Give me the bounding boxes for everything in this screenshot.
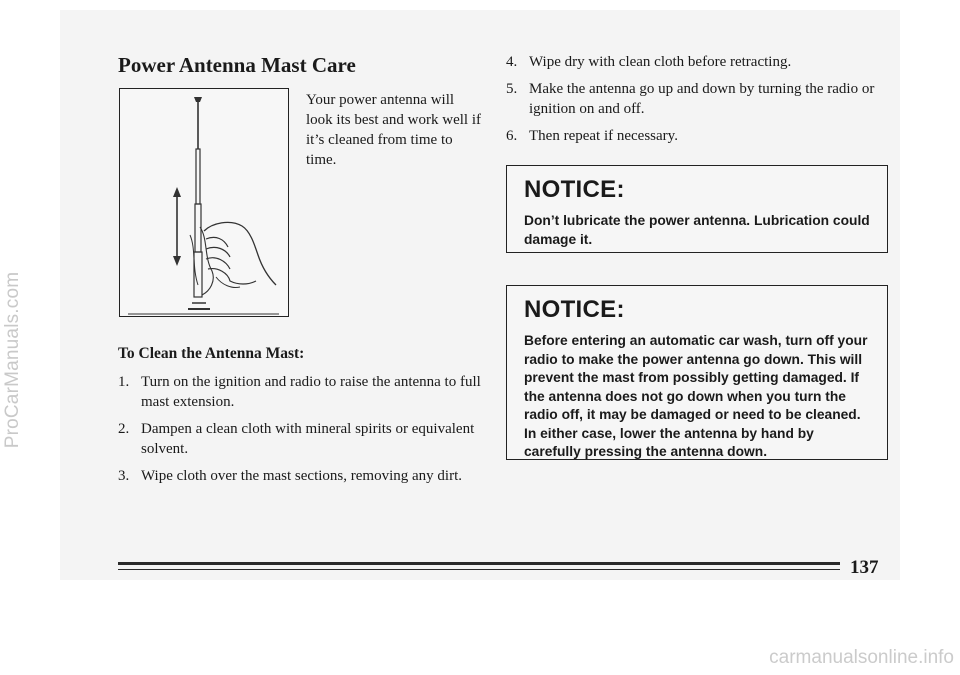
- section-title: Power Antenna Mast Care: [118, 53, 356, 77]
- step-number: 1.: [118, 374, 130, 390]
- notice-body: Before entering an automatic car wash, turn off your radio to make the power antenna go down. This will prevent the mast from possibly getting damaged. If the antenna does not go down when you turn the radio off, it may be damaged or need to be cleaned. In either case, lower the antenna by hand by carefully pressing the antenna down.: [524, 333, 868, 459]
- step-text: Make the antenna go up and down by turning the radio or ignition on and off.: [529, 81, 875, 117]
- notice-box-lubrication: [506, 165, 888, 253]
- side-watermark-text: ProCarManuals.com: [2, 271, 23, 449]
- page-number: 137: [850, 557, 879, 578]
- intro-paragraph: Your power antenna will look its best and work well if it’s cleaned from time to time.: [306, 92, 481, 168]
- step-text: Then repeat if necessary.: [529, 128, 678, 144]
- step-item: [506, 52, 886, 72]
- step-item: [118, 419, 498, 459]
- step-text: Wipe dry with clean cloth before retracting.: [529, 54, 792, 70]
- step-item: [506, 126, 886, 146]
- step-number: 5.: [506, 81, 518, 97]
- cleaning-heading: To Clean the Antenna Mast:: [118, 345, 305, 362]
- bottom-watermark: carmanualsonline.info: [769, 647, 954, 668]
- cleaning-steps-right: [506, 52, 886, 153]
- notice-title: NOTICE:: [524, 176, 625, 203]
- antenna-hand-drawing: [120, 89, 287, 315]
- notice-title: NOTICE:: [524, 296, 625, 323]
- step-number: 3.: [118, 468, 130, 484]
- notice-body: Don’t lubricate the power antenna. Lubrication could damage it.: [524, 213, 870, 247]
- step-text: Turn on the ignition and radio to raise the antenna to full mast extension.: [141, 374, 481, 410]
- step-item: [118, 372, 498, 412]
- cleaning-steps-left: [118, 372, 498, 493]
- step-text: Wipe cloth over the mast sections, removing any dirt.: [141, 468, 462, 484]
- footer-rule-thin: [118, 569, 840, 570]
- step-item: [506, 79, 886, 119]
- step-item: [118, 466, 498, 486]
- notice-box-car-wash: [506, 285, 888, 460]
- footer-rule-thick: [118, 562, 840, 565]
- step-number: 6.: [506, 128, 518, 144]
- antenna-cleaning-illustration: [119, 88, 289, 317]
- step-text: Dampen a clean cloth with mineral spirits or equivalent solvent.: [141, 421, 475, 457]
- step-number: 4.: [506, 54, 518, 70]
- step-number: 2.: [118, 421, 130, 437]
- side-watermark: [2, 80, 24, 640]
